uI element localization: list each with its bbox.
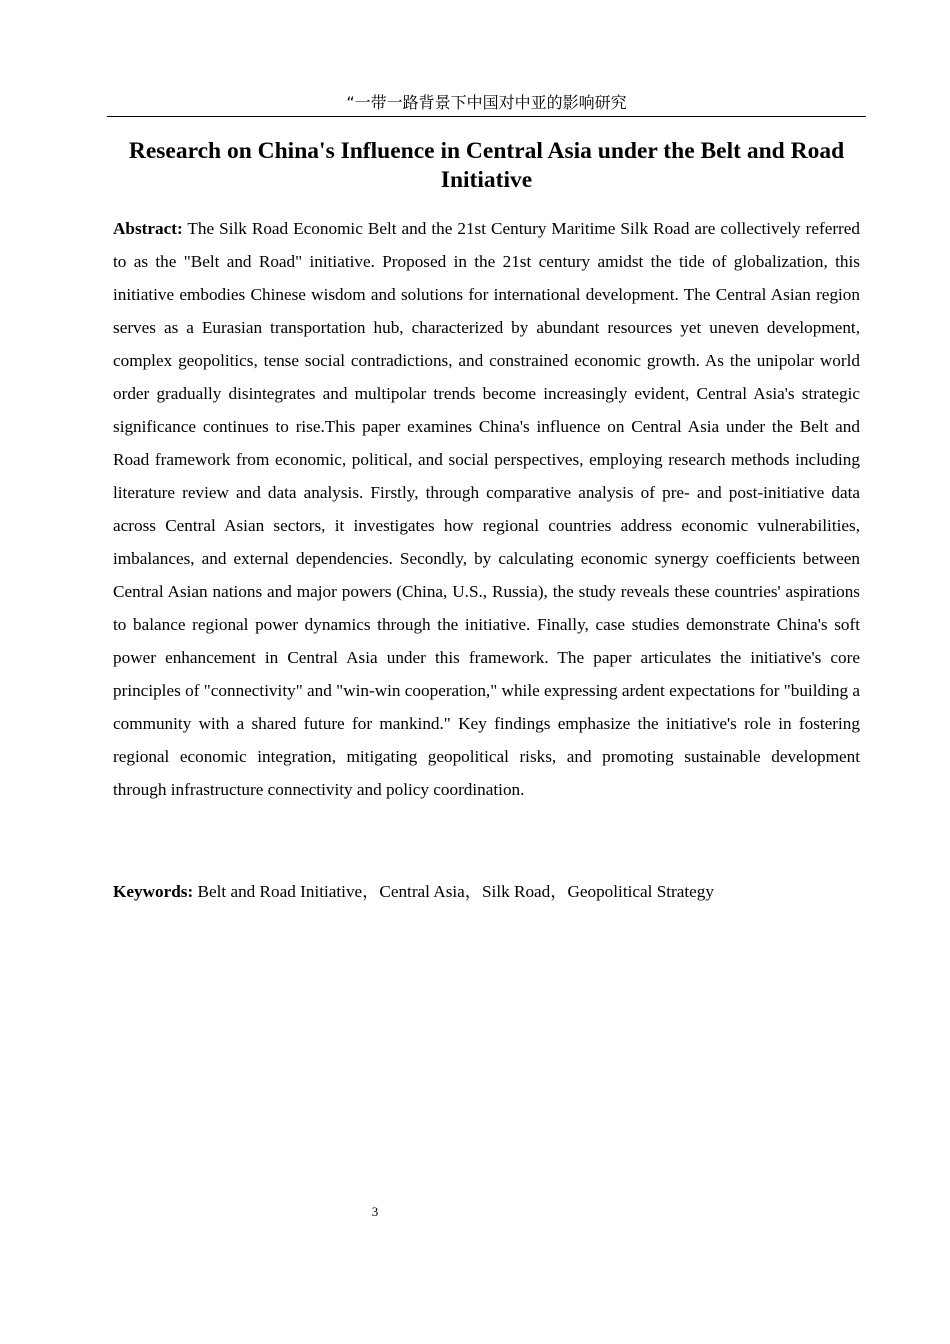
page-number: 3: [371, 1204, 379, 1219]
paper-title: Research on China's Influence in Central Asia under the Belt and Road Initiative: [128, 138, 845, 193]
keywords-text: Belt and Road Initiative，Central Asia，Silk Road，Geopolitical Strategy: [193, 882, 714, 901]
abstract-label: Abstract:: [113, 219, 183, 238]
abstract-text: The Silk Road Economic Belt and the 21st Century Maritime Silk Road are collectively referred to as the "Belt and Road" initiative. Proposed in the 21st century amidst the tide of globalization, this initiative embodies Chinese wisdom and solutions for international development. The Central Asian region serves as a Eurasian transportation hub, characterized by abundant resources yet uneven development, complex geopolitics, tense social contradictions, and constrained economic growth. As the unipolar world order gradually disintegrates and multipolar trends become increasingly evident, Central Asia's strategic significance continues to rise.This paper examines China's influence on Central Asia under the Belt and Road framework from economic, political, and social perspectives, employing research methods including literature review and data analysis. Firstly, through comparative analysis of pre- and post-initiative data across Central Asian sectors, it investigates how regional countries address economic vulnerabilities, imbalances, and external dependencies. Secondly, by calculating economic synergy coefficients between Central Asian nations and major powers (China, U.S., Russia), the study reveals these countries' aspirations to balance regional power dynamics through the initiative. Finally, case studies demonstrate China's soft power enhancement in Central Asia under this framework. The paper articulates the initiative's core principles of "connectivity" and "win-win cooperation," while expressing ardent expectations for "building a community with a shared future for mankind." Key findings emphasize the initiative's role in fostering regional economic integration, mitigating geopolitical risks, and promoting sustainable development through infrastructure connectivity and policy coordination.: [113, 219, 860, 799]
keywords-paragraph: [113, 875, 860, 908]
abstract-paragraph: [113, 212, 860, 806]
keywords-label: Keywords:: [113, 882, 194, 901]
running-header: “一带一路背景下中国对中亚的影响研究: [107, 92, 866, 117]
